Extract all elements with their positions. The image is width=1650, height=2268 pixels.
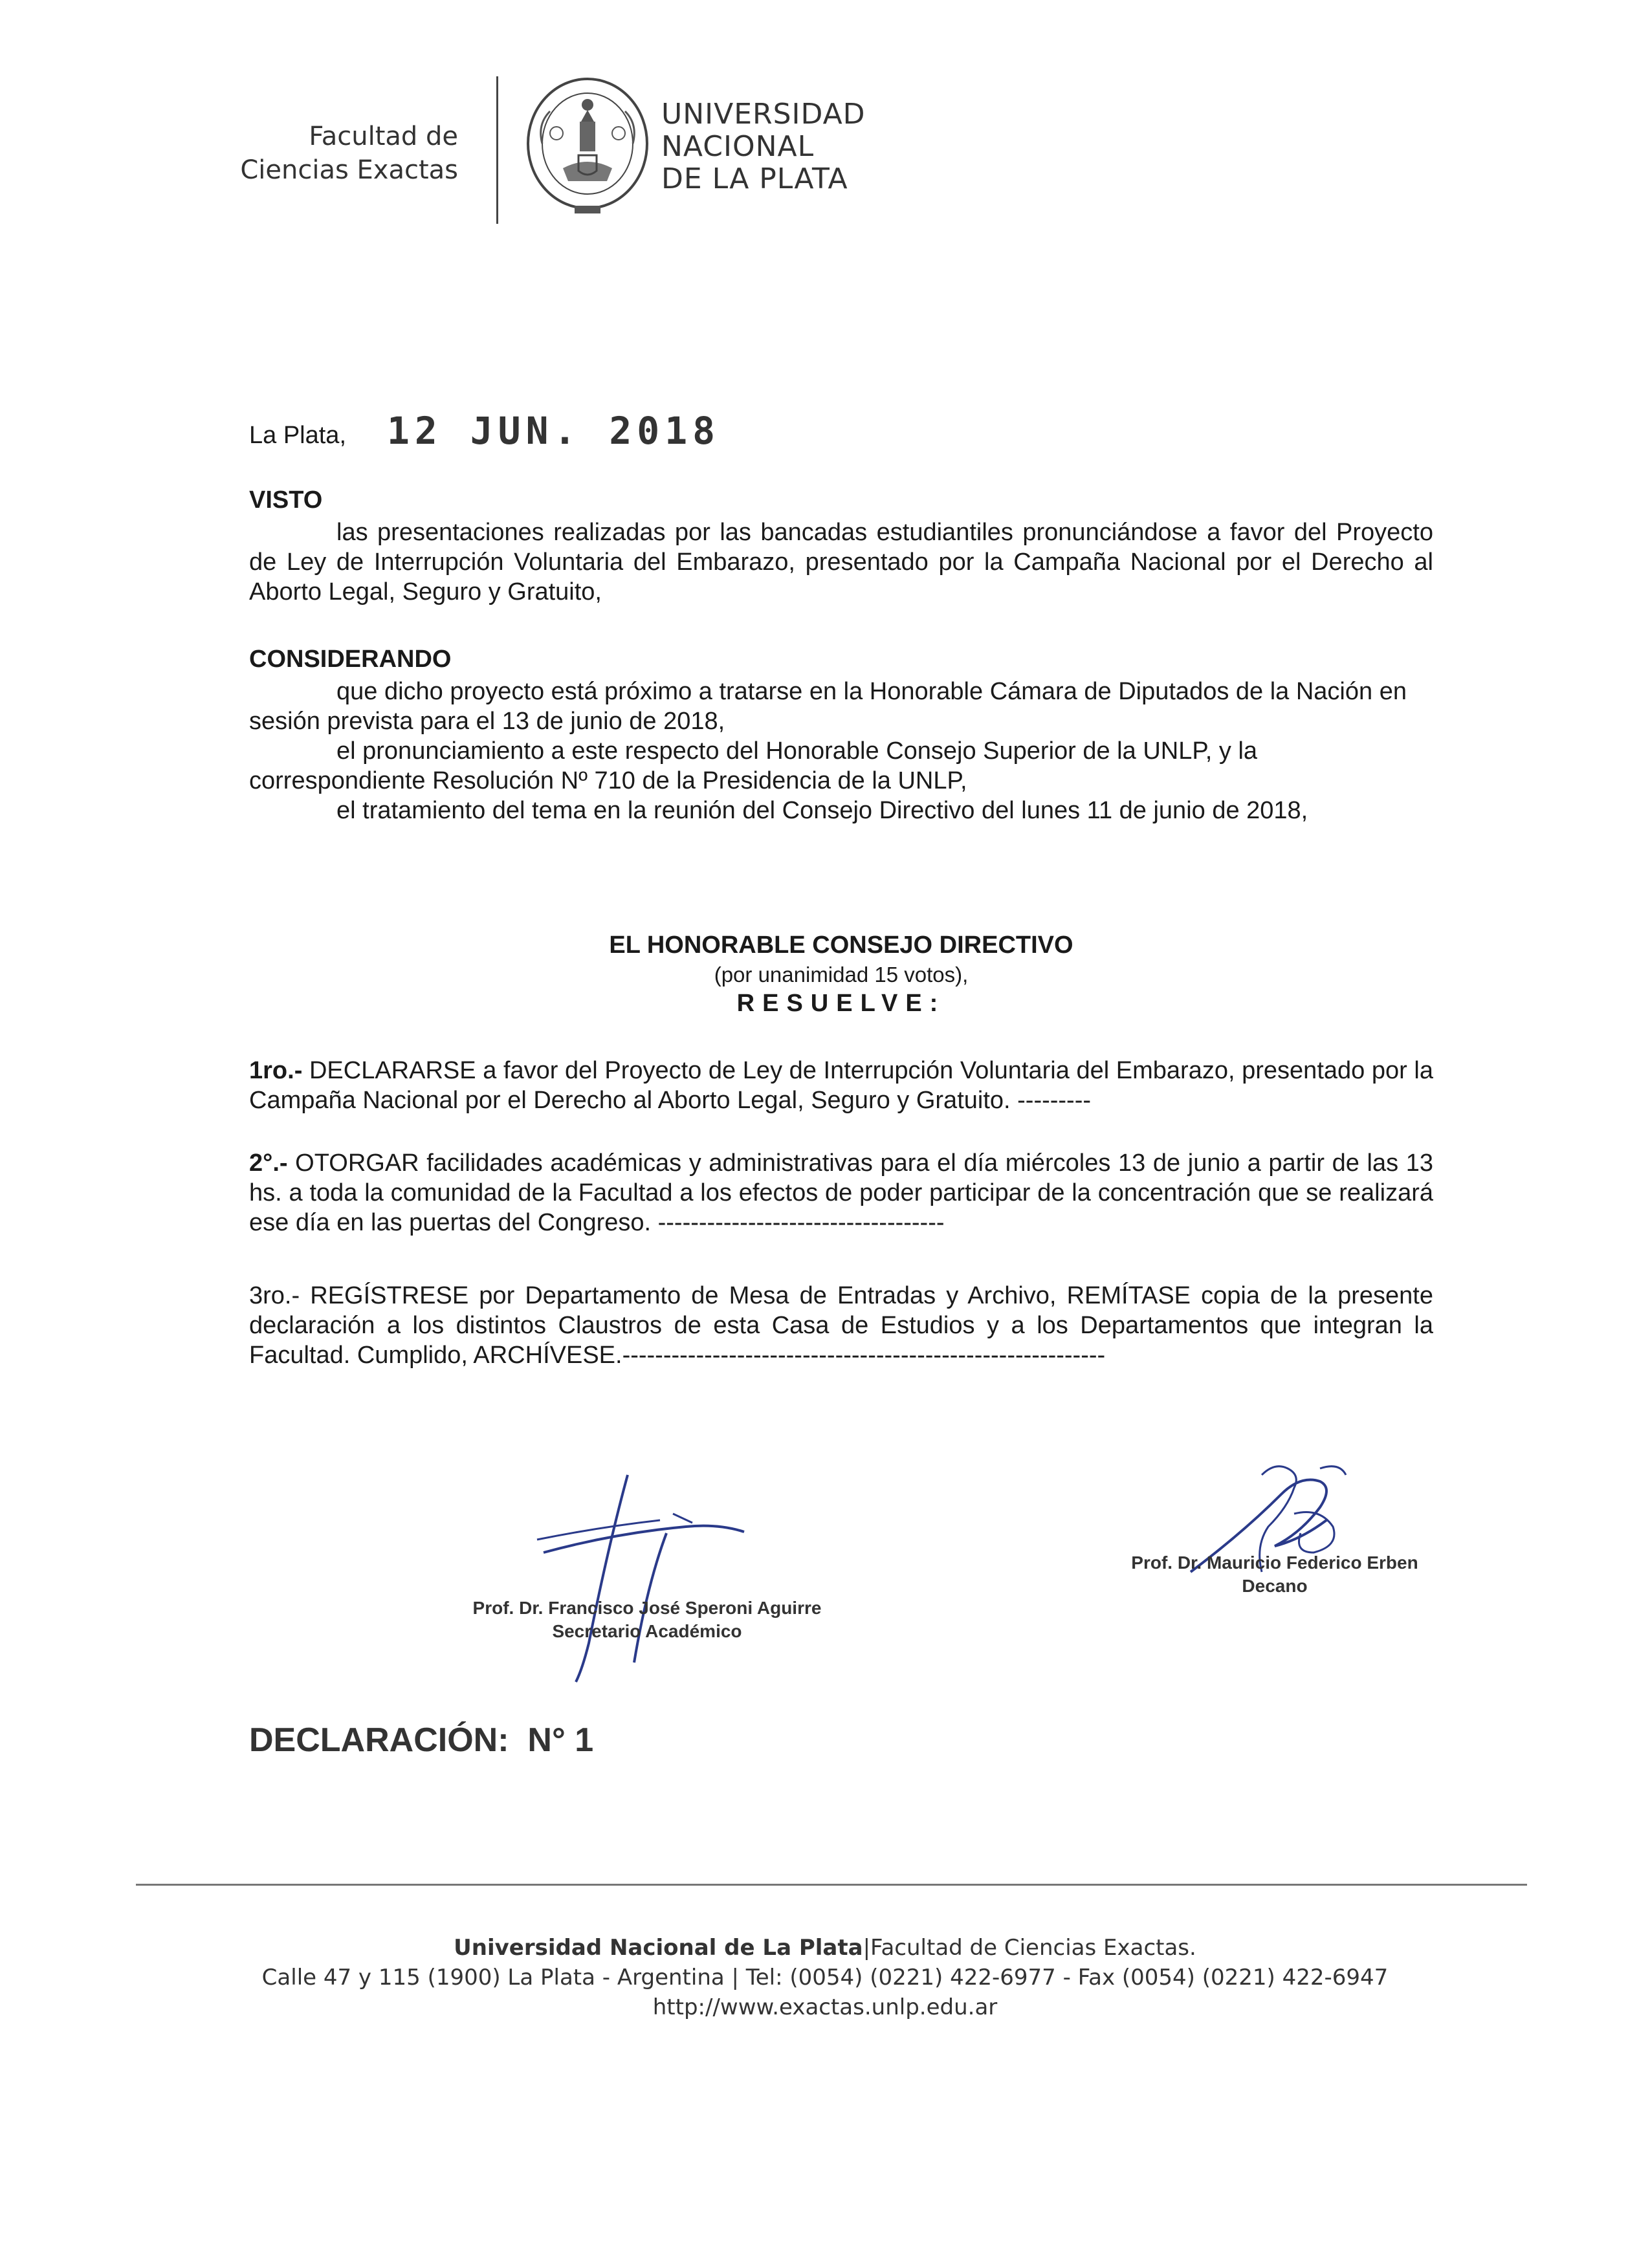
- faculty-line-2: Ciencias Exactas: [240, 155, 458, 185]
- footer-divider: [136, 1884, 1527, 1886]
- signer-right-title: Decano: [1242, 1576, 1308, 1596]
- article-label: 1ro.-: [249, 1057, 303, 1084]
- declaration-number: DECLARACIÓN: N° 1: [249, 1721, 594, 1759]
- visto-paragraph: las presentaciones realizadas por las bancadas estudiantiles pronunciándose a favor del Proyecto de Ley de Interrupción Voluntaria del Embarazo, presentado por la Campaña Nacional por el Derecho al Aborto Legal, Seguro y Gratuito,: [249, 519, 1433, 605]
- signature-left-block: [401, 1597, 893, 1643]
- considerando-item: el tratamiento del tema en la reunión del Consejo Directivo del lunes 11 de junio de 2018,: [336, 797, 1308, 824]
- article-text: OTORGAR facilidades académicas y administrativas para el día miércoles 13 de junio a partir de las 13 hs. a toda la comunidad de la Facultad a los efectos de poder participar de la concentración que se realizará ese día en las puertas del Congreso. -----------------------------------: [249, 1150, 1433, 1236]
- article-1: [249, 1056, 1433, 1115]
- university-seal-icon: [523, 71, 652, 220]
- considerando-list: [249, 677, 1433, 825]
- signer-left-title: Secretario Académico: [552, 1621, 742, 1641]
- footer-address: Calle 47 y 115 (1900) La Plata - Argentina | Tel: (0054) (0221) 422-6977 - Fax (0054) (0221) 422-6947: [261, 1965, 1389, 1990]
- footer-url[interactable]: http://www.exactas.unlp.edu.ar: [652, 1994, 998, 2020]
- date-stamp: 12 JUN. 2018: [387, 409, 721, 453]
- signature-right-block: [1048, 1551, 1501, 1598]
- footer-separator: |: [863, 1935, 871, 1961]
- article-text: REGÍSTRESE por Departamento de Mesa de Entradas y Archivo, REMÍTASE copia de la presente declaración a los distintos Claustros de esta Casa de Estudios y a los Departamentos que integran la Facultad. Cumplido, ARCHÍVESE.-----------------------------------------------------------: [249, 1282, 1433, 1369]
- date-label: La Plata,: [249, 422, 346, 449]
- faculty-line-1: Facultad de: [309, 122, 458, 151]
- council-vote: (por unanimidad 15 votos),: [714, 963, 969, 987]
- article-label: 3ro.-: [249, 1282, 300, 1309]
- footer-line-1: [0, 1933, 1650, 1963]
- article-text: DECLARARSE a favor del Proyecto de Ley de Interrupción Voluntaria del Embarazo, presentado por la Campaña Nacional por el Derecho al Aborto Legal, Seguro y Gratuito. ---------: [249, 1057, 1433, 1114]
- university-line-2: NACIONAL: [661, 130, 815, 163]
- council-title: EL HONORABLE CONSEJO DIRECTIVO: [609, 932, 1073, 959]
- header-divider: [496, 76, 498, 224]
- signer-right-name: Prof. Dr. Mauricio Federico Erben: [1131, 1553, 1418, 1573]
- visto-text: [249, 518, 1433, 607]
- signature-left-icon: [518, 1462, 751, 1708]
- considerando-heading: CONSIDERANDO: [249, 646, 452, 673]
- article-2: [249, 1148, 1433, 1238]
- university-name: [661, 98, 866, 195]
- council-resolves: RESUELVE:: [736, 990, 946, 1017]
- considerando-item: el pronunciamiento a este respecto del Honorable Consejo Superior de la UNLP, y la correspondiente Resolución Nº 710 de la Presidencia de la UNLP,: [249, 737, 1258, 794]
- article-3: [249, 1281, 1433, 1370]
- visto-heading: VISTO: [249, 486, 323, 514]
- faculty-name: [240, 120, 458, 187]
- footer-university: Universidad Nacional de La Plata: [454, 1935, 863, 1961]
- university-line-3: DE LA PLATA: [661, 162, 848, 195]
- article-label: 2°.-: [249, 1150, 288, 1177]
- signer-left-name: Prof. Dr. Francisco José Speroni Aguirre: [472, 1598, 822, 1618]
- considerando-item: que dicho proyecto está próximo a tratarse en la Honorable Cámara de Diputados de la Nación en sesión prevista para el 13 de junio de 2018,: [249, 678, 1407, 735]
- footer-faculty: Facultad de Ciencias Exactas.: [870, 1935, 1196, 1961]
- university-line-1: UNIVERSIDAD: [661, 98, 866, 131]
